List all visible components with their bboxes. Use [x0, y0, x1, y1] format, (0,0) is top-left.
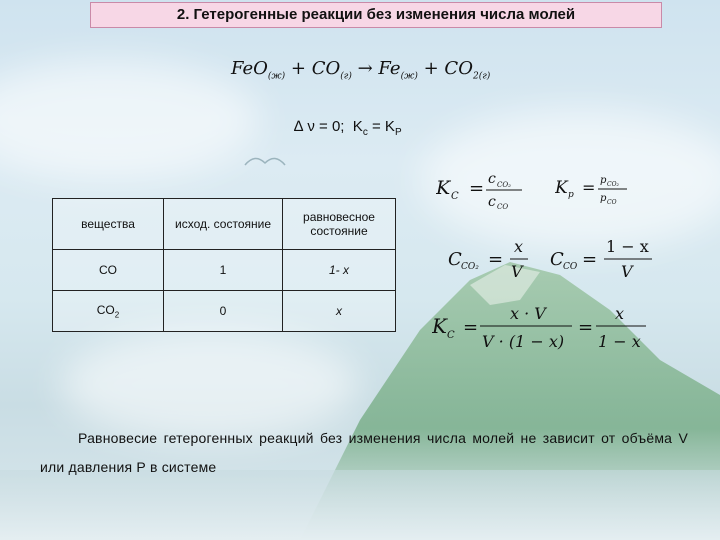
- kp-definition-formula: [555, 164, 665, 214]
- svg-text:=: =: [582, 178, 596, 197]
- c-co-formula: [550, 234, 660, 284]
- kp-subscript: P: [394, 127, 402, 138]
- svg-text:C: C: [550, 249, 564, 270]
- table-header-cell: вещества: [53, 199, 164, 250]
- svg-text:K: K: [555, 178, 568, 198]
- svg-text:K: K: [432, 314, 447, 338]
- svg-text:=: =: [578, 317, 594, 338]
- svg-text:=: =: [582, 249, 598, 270]
- svg-text:V: V: [621, 262, 633, 281]
- table-cell-substance: $CO_2$: [53, 291, 164, 332]
- table-cell-initial: 1: [164, 250, 283, 291]
- svg-text:x · V: x · V: [510, 304, 546, 323]
- kc-definition-formula: [436, 164, 546, 214]
- svg-text:=: =: [463, 317, 479, 338]
- reaction-equation: [231, 58, 531, 94]
- svg-text:C: C: [447, 330, 455, 341]
- table-header-cell: исход. состояние: [164, 199, 283, 250]
- kc-symbol: K: [352, 118, 363, 135]
- table-cell-equilibrium: 1- x: [283, 250, 396, 291]
- plus-sign: +: [423, 58, 439, 79]
- kp-symbol: K: [384, 118, 395, 135]
- c-co2-formula: [448, 234, 538, 284]
- table-cell-substance: CO: [53, 250, 164, 291]
- delta-nu-text: ∆ ν = 0;: [294, 118, 345, 135]
- svg-text:C: C: [448, 249, 462, 270]
- table-header-cell: равновесное состояние: [283, 199, 396, 250]
- reactant-feo: FeO: [231, 58, 268, 79]
- kc-subscript: c: [362, 127, 368, 138]
- product-fe: Fe: [378, 58, 401, 79]
- arrow-icon: →: [357, 58, 373, 79]
- table-cell-initial: 0: [164, 291, 283, 332]
- table-cell-equilibrium: x: [283, 291, 396, 332]
- svg-text:CO: CO: [563, 262, 578, 272]
- svg-text:V: V: [511, 262, 523, 281]
- state-label: (г): [478, 71, 491, 82]
- state-label: (ж): [400, 71, 418, 82]
- concentration-table: [52, 198, 396, 332]
- table-row: [53, 250, 396, 291]
- svg-text:CO: CO: [497, 203, 509, 211]
- svg-text:C: C: [451, 191, 459, 202]
- equals-sign: =: [371, 118, 381, 135]
- svg-text:c: c: [488, 171, 496, 187]
- svg-text:x: x: [615, 304, 625, 323]
- svg-text:p: p: [600, 175, 607, 186]
- reactant-co: CO: [311, 58, 341, 79]
- svg-text:CO₂: CO₂: [461, 262, 479, 272]
- svg-text:K: K: [436, 177, 451, 199]
- svg-text:x: x: [514, 237, 524, 256]
- plus-sign: +: [290, 58, 307, 79]
- state-label: (ж): [267, 71, 286, 82]
- svg-text:CO₂: CO₂: [607, 181, 619, 188]
- svg-text:V · (1 − x): V · (1 − x): [482, 332, 565, 351]
- svg-text:=: =: [488, 249, 504, 270]
- state-label: (г): [340, 71, 352, 82]
- svg-text:1 − x: 1 − x: [606, 237, 649, 256]
- table-row: [53, 291, 396, 332]
- svg-text:p: p: [600, 193, 607, 204]
- svg-text:c: c: [488, 194, 496, 210]
- svg-text:=: =: [469, 178, 485, 199]
- svg-text:1 − x: 1 − x: [598, 332, 641, 351]
- table-header-row: [53, 199, 396, 250]
- delta-nu-line: [294, 118, 402, 138]
- product-co2: CO: [444, 58, 473, 79]
- svg-text:p: p: [568, 190, 574, 200]
- svg-text:CO₂: CO₂: [497, 181, 511, 189]
- conclusion-text: Равновесие гетерогенных реакций без изменения числа молей не зависит от объёма V или давления Р в системе: [40, 430, 688, 475]
- svg-text:CO: CO: [607, 199, 617, 206]
- kc-final-formula: [432, 298, 662, 358]
- subscript: 2: [472, 71, 479, 82]
- slide-title: 2. Гетерогенные реакции без изменения числа молей: [90, 2, 662, 28]
